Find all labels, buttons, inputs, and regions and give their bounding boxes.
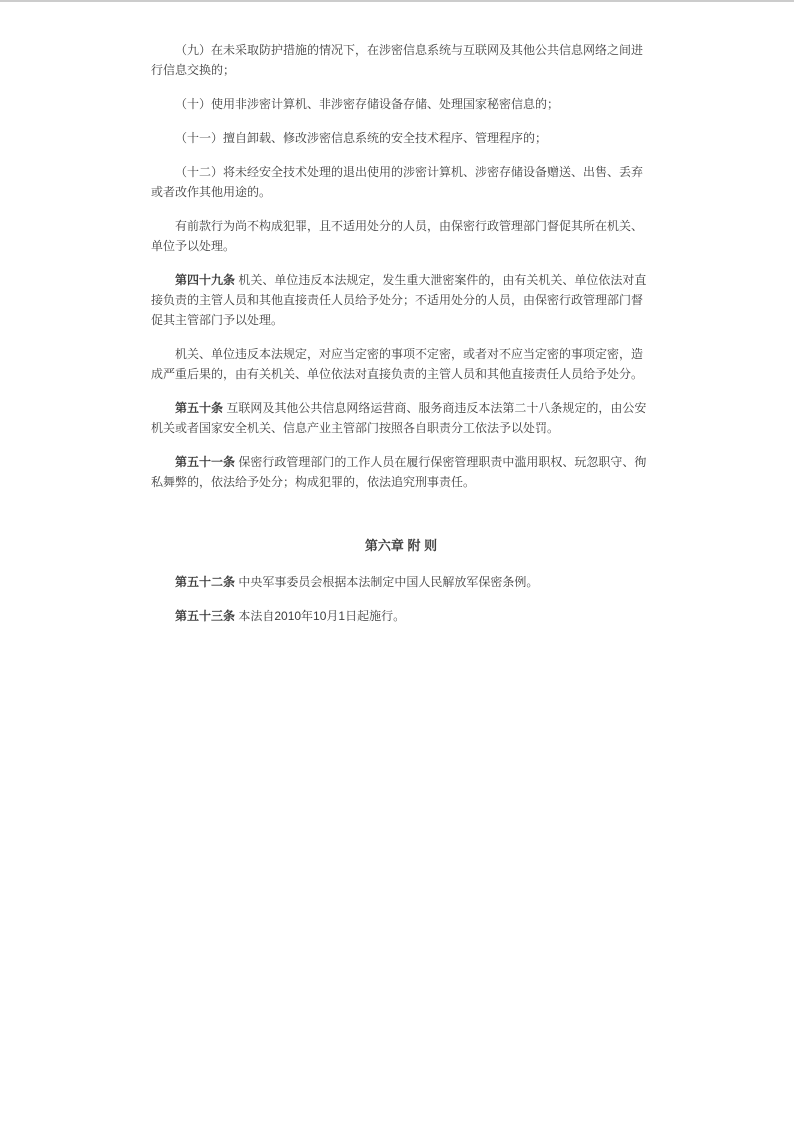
paragraph: 有前款行为尚不构成犯罪，且不适用处分的人员，由保密行政管理部门督促其所在机关、单位予以处理。 xyxy=(151,219,644,253)
paragraph: （十一）擅自卸载、修改涉密信息系统的安全技术程序、管理程序的； xyxy=(175,131,548,145)
article-paragraph: 第五十二条 中央军事委员会根据本法制定中国人民解放军保密条例。 xyxy=(175,575,539,589)
article-number: 第五十条 xyxy=(175,401,224,415)
article-paragraph: 第四十九条 机关、单位违反本法规定，发生重大泄密案件的，由有关机关、单位依法对直接负责的主管人员和其他直接责任人员给予处分；不适用处分的人员，由保密行政管理部门督促其主管部门予以处理。 xyxy=(151,273,647,327)
article-paragraph: 第五十一条 保密行政管理部门的工作人员在履行保密管理职责中滥用职权、玩忽职守、徇私舞弊的，依法给予处分；构成犯罪的，依法追究刑事责任。 xyxy=(151,455,647,489)
article-paragraph: 第五十条 互联网及其他公共信息网络运营商、服务商违反本法第二十八条规定的，由公安机关或者国家安全机关、信息产业主管部门按照各自职责分工依法予以处罚。 xyxy=(151,401,647,435)
chapter-heading: 第六章 附 则 xyxy=(364,538,438,553)
article-paragraph: 第五十三条 本法自2010年10月1日起施行。 xyxy=(175,609,406,623)
document-body xyxy=(151,40,651,626)
paragraph: （九）在未采取防护措施的情况下，在涉密信息系统与互联网及其他公共信息网络之间进行信息交换的； xyxy=(151,43,644,77)
article-number: 第四十九条 xyxy=(175,273,236,287)
article-number: 第五十三条 xyxy=(175,609,236,623)
paragraph: （十）使用非涉密计算机、非涉密存储设备存储、处理国家秘密信息的； xyxy=(175,97,560,111)
paragraph: （十二）将未经安全技术处理的退出使用的涉密计算机、涉密存储设备赠送、出售、丢弃或者改作其他用途的。 xyxy=(151,165,644,199)
paragraph: 机关、单位违反本法规定，对应当定密的事项不定密，或者对不应当定密的事项定密，造成严重后果的，由有关机关、单位依法对直接负责的主管人员和其他直接责任人员给予处分。 xyxy=(151,347,644,381)
article-number: 第五十二条 xyxy=(175,575,236,589)
article-number: 第五十一条 xyxy=(175,455,236,469)
